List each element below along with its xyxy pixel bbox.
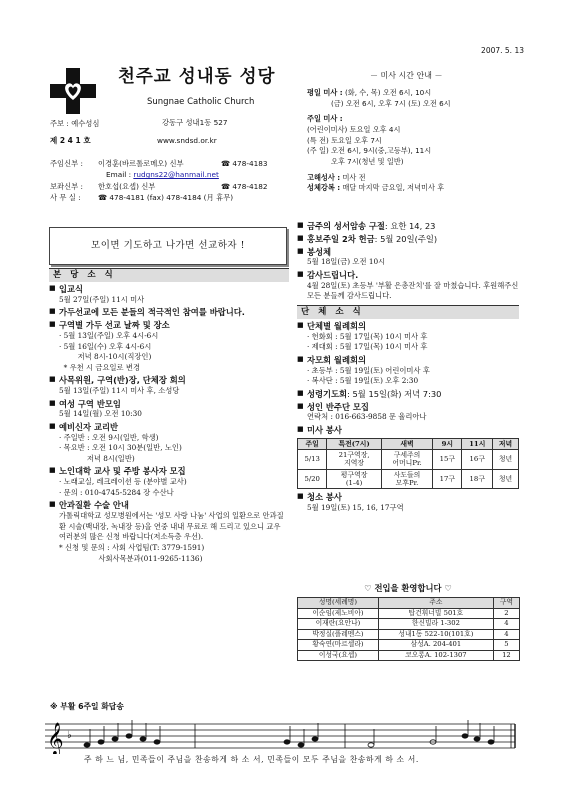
table-cell: 이순임(제노비아) bbox=[298, 608, 379, 619]
square-bullet-icon: ■ bbox=[49, 307, 56, 316]
news-item-title: 미사 봉사 bbox=[307, 424, 342, 435]
square-bullet-icon: ■ bbox=[49, 398, 56, 407]
square-bullet-icon: ■ bbox=[297, 233, 304, 242]
office-contact: ☎ 478-4181 (fax) 478-4184 (月 휴무) bbox=[98, 192, 234, 202]
table-cell: 삼성A. 204-401 bbox=[378, 640, 493, 651]
news-item-heading bbox=[49, 284, 289, 295]
table-cell: 사도들의 모후Pr. bbox=[381, 469, 432, 489]
hymn-title: ※ 부활 6주일 화답송 bbox=[50, 702, 124, 711]
table-cell: 이성국(요셉) bbox=[298, 650, 379, 661]
parish-news-heading: 본 당 소 식 bbox=[49, 268, 289, 282]
news-item-title: 홍보주일 2차 헌금 bbox=[307, 233, 375, 244]
square-bullet-icon: ■ bbox=[297, 320, 304, 329]
table-row bbox=[298, 449, 519, 469]
square-bullet-icon: ■ bbox=[49, 421, 56, 430]
news-item-line: 5월 13일(주일) 11시 미사 후, 소성당 bbox=[59, 386, 180, 396]
news-item-heading bbox=[297, 402, 519, 413]
table-cell: 17구 bbox=[433, 469, 462, 489]
notice-items bbox=[297, 221, 519, 302]
table-cell: 청년 bbox=[493, 469, 519, 489]
news-item-heading bbox=[49, 500, 289, 511]
square-bullet-icon: ■ bbox=[297, 269, 304, 278]
table-cell: 4 bbox=[493, 619, 519, 630]
news-item-heading bbox=[49, 399, 289, 410]
news-item-line: 4월 28일(토) 초등부 '부활 은총잔치'를 잘 마쳤습니다. 후원해주신 모든 분들께 감사드립니다. bbox=[307, 280, 521, 301]
news-item-heading bbox=[297, 270, 519, 281]
table-header-cell: 9시 bbox=[433, 438, 462, 449]
bulletin-date: 2007. 5. 13 bbox=[481, 46, 524, 55]
news-item-heading bbox=[297, 221, 519, 232]
issue-number: 제 2 4 1 호 bbox=[50, 136, 91, 145]
square-bullet-icon: ■ bbox=[49, 320, 56, 329]
table-cell: 4 bbox=[493, 629, 519, 640]
square-bullet-icon: ■ bbox=[297, 492, 304, 501]
table-cell: 2 bbox=[493, 608, 519, 619]
news-item-line: 5월 27일(주일) 11시 미사 bbox=[59, 294, 145, 304]
adoration-time: 매달 마지막 금요일, 저녁미사 후 bbox=[342, 183, 445, 193]
news-item-title: 감사드립니다. bbox=[307, 269, 359, 280]
table-cell: 15구 bbox=[433, 449, 462, 469]
news-item-inline: : 5월 20일(주일) bbox=[374, 233, 438, 244]
square-bullet-icon: ■ bbox=[49, 375, 56, 384]
square-bullet-icon: ■ bbox=[49, 466, 56, 475]
church-address: 강동구 성내1동 527 bbox=[162, 118, 228, 127]
sunday-mass-4: 오후 7시(청년 및 일반) bbox=[331, 156, 404, 166]
group-news-column bbox=[297, 219, 519, 513]
staff-role: 주임신부 : bbox=[50, 159, 83, 168]
staff-row-office bbox=[50, 192, 295, 203]
staff-list bbox=[50, 158, 295, 203]
table-cell: 탑건휘너빌 501호 bbox=[378, 608, 493, 619]
welcome-title: ♡ 전입을 환영합니다 ♡ bbox=[364, 583, 452, 593]
news-item-title: 금주의 성서암송 구절 bbox=[307, 221, 385, 231]
news-item-title: 자모회 월례회의 bbox=[307, 354, 366, 365]
table-header-cell: 구역 bbox=[493, 598, 519, 609]
cleaning-line: 5월 19일(토) 15, 16, 17구역 bbox=[307, 502, 404, 512]
staff-email-line bbox=[50, 169, 295, 180]
news-item-line: * 우천 시 금요일로 변경 bbox=[59, 362, 141, 372]
table-cell: 한신빌라 1-302 bbox=[378, 619, 493, 630]
news-item-inline: : 5월 15일(화) 저녁 7:30 bbox=[347, 388, 442, 399]
flat-sign-icon: ♭ bbox=[67, 730, 72, 741]
news-item-title: 성령기도회 bbox=[307, 388, 348, 399]
news-item-line: · 복사단 : 5월 19일(토) 오후 2:30 bbox=[307, 376, 419, 386]
square-bullet-icon: ■ bbox=[297, 388, 304, 397]
table-header-cell: 특전(7시) bbox=[327, 438, 381, 449]
cleaning-heading bbox=[297, 492, 519, 503]
news-item-line: 가톨릭대학교 성모병원에서는 '성모 사랑 나눔' 사업의 일환으로 안과질환 시술(백내장, 녹내장 등)을 연중 내내 무료로 해 드리고 있으니 교우 여러분의 많은 신청 바랍니다(저소득층 우선). bbox=[59, 511, 284, 542]
table-cell: 5/20 bbox=[298, 469, 327, 489]
news-item-title: 노인대학 교사 및 주방 봉사자 모집 bbox=[59, 466, 186, 477]
news-item-heading bbox=[49, 422, 289, 433]
hymn-score bbox=[45, 718, 523, 754]
table-cell: 이재란(요안나) bbox=[298, 619, 379, 630]
staff-row-assistant bbox=[50, 181, 295, 192]
table-header-cell: 11시 bbox=[462, 438, 493, 449]
news-item-line: 5월 18일(금) 오전 10시 bbox=[307, 257, 386, 267]
table-row bbox=[298, 619, 520, 630]
church-title: 천주교 성내동 성당 bbox=[118, 67, 276, 87]
square-bullet-icon: ■ bbox=[49, 284, 56, 292]
news-item-line: · 제대회 : 5월 17일(목) 10시 미사 후 bbox=[307, 342, 428, 352]
table-row bbox=[298, 640, 520, 651]
table-cell: 12 bbox=[493, 650, 519, 661]
email-label: Email : bbox=[106, 170, 134, 180]
staff-role: 사 무 실 : bbox=[50, 192, 81, 202]
news-item-heading bbox=[49, 375, 289, 386]
hymn-lyrics: 주 하 느 님, 민족들이 주님을 찬송하게 하 소 서, 민족들이 모두 주님을 찬송하게 하 소 서. bbox=[84, 755, 419, 764]
news-item-title: 안과질환 수술 안내 bbox=[59, 500, 129, 511]
church-website[interactable]: www.sndsd.or.kr bbox=[157, 136, 217, 145]
news-item-heading bbox=[297, 234, 519, 245]
news-item-title: 성인 반주단 모집 bbox=[307, 401, 369, 412]
church-logo-icon bbox=[50, 68, 96, 114]
square-bullet-icon: ■ bbox=[297, 221, 304, 229]
news-item-title: 단체별 월례회의 bbox=[307, 320, 366, 331]
sunday-mass-1: (어린이미사) 토요일 오후 4시 bbox=[307, 124, 401, 134]
sunday-mass-label: 주일 미사 : bbox=[307, 114, 343, 124]
email-link[interactable]: rudgns22@hanmail.net bbox=[133, 170, 219, 180]
table-cell: 청년 bbox=[493, 449, 519, 469]
news-item-line: · 목요반 : 오전 10시 30분(일반, 노인) bbox=[59, 443, 182, 453]
mass-service-table bbox=[297, 438, 519, 489]
confession-time: 미사 전 bbox=[342, 172, 366, 182]
news-item-line: · 5월 13일(주일) 오후 4시-6시 bbox=[59, 330, 159, 340]
table-header-row bbox=[298, 598, 520, 609]
cleaning-title: 청소 봉사 bbox=[307, 492, 342, 503]
news-item-line: · 노래교실, 레크레이션 등 (분야별 교사) bbox=[59, 477, 187, 487]
news-item-title: 예비신자 교리반 bbox=[59, 421, 118, 432]
staff-phone: ☎ 478-4182 bbox=[221, 181, 268, 191]
news-item-heading bbox=[297, 321, 519, 332]
news-item-line: 저녁 8시-10시(직장인) bbox=[59, 352, 152, 362]
staff-phone: ☎ 478-4183 bbox=[221, 159, 268, 168]
square-bullet-icon: ■ bbox=[297, 246, 304, 255]
staff-role: 보좌신부 : bbox=[50, 181, 83, 191]
table-cell: 코오롱A. 102-1307 bbox=[378, 650, 493, 661]
news-item-heading bbox=[297, 247, 519, 258]
sunday-mass-2: (특 전) 토요일 오후 7시 bbox=[307, 135, 382, 145]
group-news-heading: 단 체 소 식 bbox=[297, 305, 519, 319]
news-item-title: 여성 구역 반모임 bbox=[59, 398, 121, 409]
table-cell: 구세주의 어머니Pr. bbox=[381, 449, 432, 469]
table-row bbox=[298, 469, 519, 489]
news-item-line: 5월 14일(월) 오전 10:30 bbox=[59, 409, 142, 419]
table-header-row bbox=[298, 438, 519, 449]
square-bullet-icon: ■ bbox=[297, 354, 304, 363]
staff-name: 이경훈(바르톨로메오) 신부 bbox=[98, 159, 184, 168]
confession-label: 고해성사 : bbox=[307, 172, 341, 182]
news-item-heading bbox=[297, 425, 519, 436]
table-cell: 황숙연(마르셀라) bbox=[298, 640, 379, 651]
news-item-line: · 주일반 : 오전 9시(일반, 학생) bbox=[59, 432, 159, 442]
news-item-line: · 문의 : 010-4745-5284 장 수산나 bbox=[59, 487, 174, 497]
church-english-name: Sungnae Catholic Church bbox=[147, 97, 255, 107]
table-header-cell: 성명(세례명) bbox=[298, 598, 379, 609]
table-cell: 5/13 bbox=[298, 449, 327, 469]
staff-row-pastor bbox=[50, 158, 295, 169]
news-item-heading bbox=[49, 320, 289, 331]
news-item-title: 가두선교에 모든 분들의 적극적인 참여를 바랍니다. bbox=[59, 307, 245, 318]
table-row bbox=[298, 629, 520, 640]
treble-clef-icon: 𝄞 bbox=[47, 722, 64, 754]
table-row bbox=[298, 608, 520, 619]
square-bullet-icon: ■ bbox=[49, 500, 56, 509]
news-item-inline: : 요한 14, 23 bbox=[384, 221, 436, 231]
patron-label: 주보 : 예수성심 bbox=[50, 119, 100, 128]
news-item-title: 구역별 가두 선교 날짜 및 장소 bbox=[59, 320, 170, 331]
table-cell: 21구역장, 지역장 bbox=[327, 449, 381, 469]
mass-times bbox=[307, 88, 522, 194]
news-item-line: * 신청 및 문의 : 사회 사업팀(T: 3779-1591) bbox=[59, 542, 205, 552]
news-item-line: · 초등부 : 5월 19일(토) 어린이미사 후 bbox=[307, 365, 430, 375]
table-cell: 16구 bbox=[462, 449, 493, 469]
group-news-items bbox=[297, 321, 519, 436]
news-item-heading bbox=[49, 307, 289, 318]
news-item-heading bbox=[297, 389, 519, 400]
news-item-heading bbox=[297, 355, 519, 366]
table-row bbox=[298, 650, 520, 661]
weekday-mass-label: 평일 미사 : bbox=[307, 88, 343, 97]
mass-times-heading: － 미사 시간 안내 － bbox=[370, 71, 443, 80]
news-item-line: 사회사목분과(011-9265-1136) bbox=[59, 553, 203, 563]
news-item-heading bbox=[49, 466, 289, 477]
table-header-cell: 새벽 bbox=[381, 438, 432, 449]
news-item-line: 저녁 8시(일반) bbox=[59, 453, 135, 463]
table-cell: 성내1동 522-10(101호) bbox=[378, 629, 493, 640]
news-item-title: 사목위원, 구역(반)장, 단체장 회의 bbox=[59, 375, 186, 386]
staff-name: 한호섭(요셉) 신부 bbox=[98, 181, 156, 191]
table-cell: 18구 bbox=[462, 469, 493, 489]
news-item-line: · 헌화회 : 5월 17일(목) 10시 미사 후 bbox=[307, 331, 428, 341]
square-bullet-icon: ■ bbox=[297, 424, 304, 433]
sunday-mass-3: (주 일) 오전 6시, 9시(중,고등부), 11시 bbox=[307, 146, 432, 156]
news-item-line: 연락처 : 016-663-9858 문 율리아나 bbox=[307, 412, 427, 422]
adoration-label: 성체강복 : bbox=[307, 183, 341, 193]
table-cell: 박정실(플레멘스) bbox=[298, 629, 379, 640]
news-item-line: · 5월 16일(수) 오후 4시-6시 bbox=[59, 341, 152, 351]
slogan-box: 모이면 기도하고 나가면 선교하자 ! bbox=[49, 227, 287, 265]
welcome-table bbox=[297, 597, 520, 661]
table-header-cell: 주소 bbox=[378, 598, 493, 609]
weekday-mass-1: (화, 수, 목) 오전 6시, 10시 bbox=[344, 88, 432, 97]
table-cell: 5 bbox=[493, 640, 519, 651]
table-cell: 평구역장 (1-4) bbox=[327, 469, 381, 489]
square-bullet-icon: ■ bbox=[297, 401, 304, 410]
news-item-title: 입교식 bbox=[59, 284, 84, 294]
weekday-mass-2: (금) 오전 6시, 오후 7시 (토) 오전 6시 bbox=[331, 98, 451, 108]
table-header-cell: 저녁 bbox=[493, 438, 519, 449]
parish-news-column bbox=[49, 268, 289, 564]
news-item-title: 봉성체 bbox=[307, 246, 332, 257]
parish-news-items bbox=[49, 284, 289, 564]
table-header-cell: 주일 bbox=[298, 438, 327, 449]
